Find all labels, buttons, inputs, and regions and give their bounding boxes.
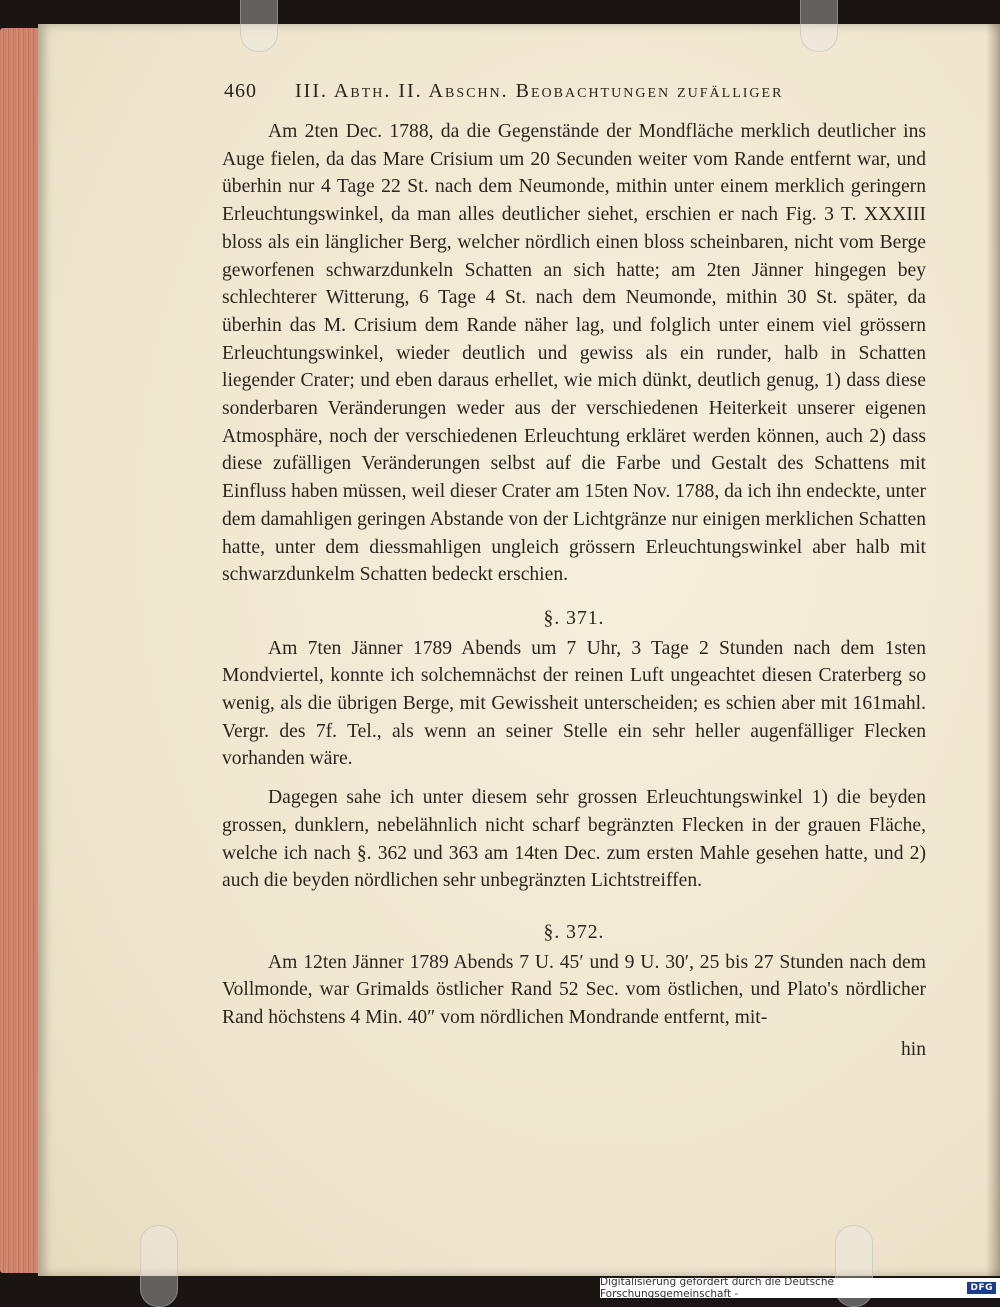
credit-text: Digitalisierung gefördert durch die Deutsche Forschungsgemeinschaft - <box>600 1276 834 1300</box>
page-number: 460 <box>224 80 257 102</box>
dfg-logo: DFG <box>967 1282 996 1294</box>
section-heading: §. 371. <box>543 607 605 629</box>
section-heading: §. 372. <box>543 921 605 943</box>
page-clip-bottom-left <box>140 1225 178 1307</box>
paragraph: Am 2ten Dec. 1788, da die Gegenstände der Mondfläche merklich deutlicher ins Auge fielen, da das Mare Crisium um 20 Secunden weiter vom Rande entfernt war, und überhin nur 4 Tage 22 St. nach dem Neumonde, mithin unter einem merklich geringern Erleuchtungswinkel, da man alles deutlicher siehet, erschien er nach Fig. 3 T. XXXIII bloss als ein länglicher Berg, welcher nördlich einen bloss scheinbaren, nicht vom Berge geworfenen schwarzdunkeln Schatten an sich hatte; am 2ten Jänner hingegen bey schlechterer Witterung, 6 Tage 4 St. nach dem Neumonde, mithin 30 St. später, da überhin das M. Crisium dem Rande näher lag, und folglich unter einem viel grössern Erleuchtungswinkel, wieder deutlich und gewiss als ein runder, halb in Schatten liegender Crater; und eben daraus erhellet, wie mich dünkt, deutlich genug, 1) dass diese sonderbaren Veränderungen weder aus der verschiedenen Heiterkeit unserer eigenen Atmosphäre, noch der verschiedenen Erleuchtung erkläret werden können, auch 2) dass diese zufälligen Veränderungen selbst auf die Farbe und Gestalt des Schattens mit Einfluss haben müssen, weil dieser Crater am 15ten Nov. 1788, da ich ihn endeckte, unter dem damahligen geringen Abstande von der Lichtgränze nur einigen merklichen Schatten hatte, unter dem diessmahligen ungleich grössern Erleuchtungswinkel aber halb mit schwarzdunkelm Schatten bedeckt erschien. <box>222 121 926 586</box>
digitization-credit <box>600 1278 1000 1298</box>
catchword: hin <box>900 1038 926 1060</box>
page-clip-top-left <box>240 0 278 52</box>
paragraph: Dagegen sahe ich unter diesem sehr grossen Erleuchtungswinkel 1) die beyden grossen, dunklern, nebelähnlich nicht scharf begränzten Flecken in der grauen Fläche, welche ich nach §. 362 und 363 am 14ten Dec. zum ersten Mahle gesehen hatte, und 2) auch die beyden nördlichen sehr unbegränzten Lichtstreiffen. <box>222 787 926 892</box>
book-page-edges <box>0 28 40 1273</box>
paragraph: Am 12ten Jänner 1789 Abends 7 U. 45′ und 9 U. 30′, 25 bis 27 Stunden nach dem Vollmonde, war Grimalds östlicher Rand 52 Sec. vom östlichen, und Plato's nördlicher Rand höchstens 4 Min. 40″ vom nördlichen Mondrande entfernt, mit- <box>222 951 926 1029</box>
running-header <box>224 80 864 103</box>
page-body <box>222 118 926 1064</box>
paragraph: Am 7ten Jänner 1789 Abends um 7 Uhr, 3 Tage 2 Stunden nach dem 1sten Mondviertel, konnte ich solchemnächst der reinen Luft ungeachtet diesen Craterberg so wenig, als die übrigen Berge, mit Gewissheit unterscheiden; es schien aber mit 161mahl. Vergr. des 7f. Tel., als wenn an seiner Stelle ein sehr heller augenfälliger Flecken vorhanden wäre. <box>222 637 926 770</box>
page-clip-top-right <box>800 0 838 52</box>
running-title: III. Abth. II. Abschn. Beobachtungen zufälliger <box>295 80 784 102</box>
page-gutter-shadow <box>986 24 1000 1276</box>
